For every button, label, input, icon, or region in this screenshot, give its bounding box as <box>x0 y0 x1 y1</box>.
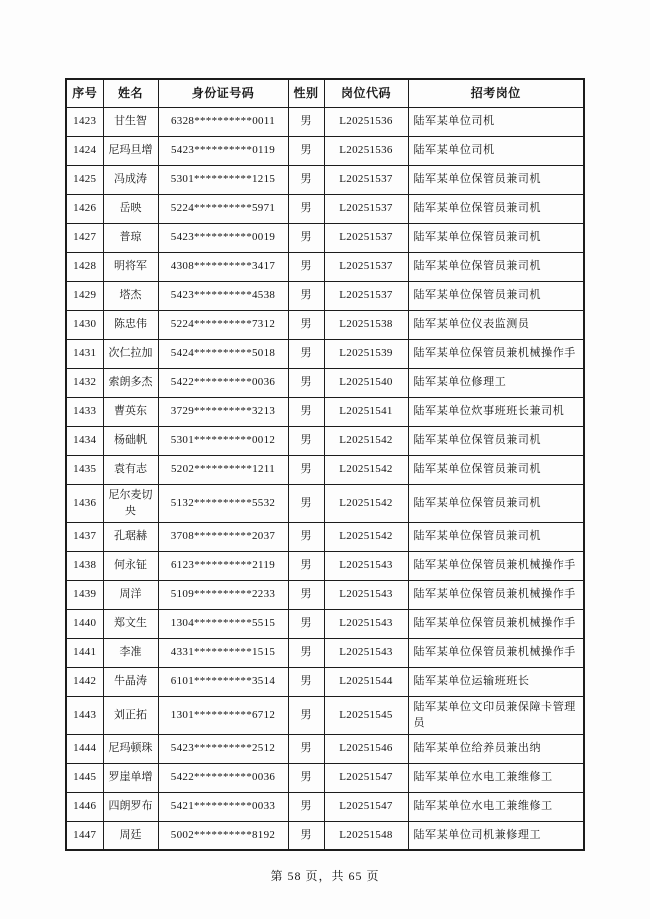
cell-job-code: L20251537 <box>324 194 408 223</box>
cell-id-number: 5422**********0036 <box>158 763 288 792</box>
column-header: 岗位代码 <box>324 79 408 107</box>
cell-job-code: L20251543 <box>324 551 408 580</box>
cell-gender: 男 <box>288 551 324 580</box>
cell-seq: 1444 <box>66 734 103 763</box>
cell-job-title: 陆军某单位保管员兼司机 <box>408 426 584 455</box>
cell-seq: 1430 <box>66 310 103 339</box>
table-row <box>66 368 584 397</box>
table-row <box>66 792 584 821</box>
cell-id-number: 3708**********2037 <box>158 522 288 551</box>
cell-gender: 男 <box>288 522 324 551</box>
cell-job-code: L20251542 <box>324 484 408 522</box>
cell-id-number: 5224**********7312 <box>158 310 288 339</box>
cell-gender: 男 <box>288 484 324 522</box>
cell-seq: 1447 <box>66 821 103 850</box>
cell-seq: 1440 <box>66 609 103 638</box>
cell-gender: 男 <box>288 223 324 252</box>
cell-name: 甘生智 <box>103 107 158 136</box>
cell-name: 冯成涛 <box>103 165 158 194</box>
cell-job-title: 陆军某单位保管员兼司机 <box>408 522 584 551</box>
cell-name: 罗崖单增 <box>103 763 158 792</box>
cell-job-title: 陆军某单位司机 <box>408 136 584 165</box>
table-header <box>66 79 584 107</box>
table-row <box>66 821 584 850</box>
cell-seq: 1424 <box>66 136 103 165</box>
cell-id-number: 5301**********0012 <box>158 426 288 455</box>
cell-name: 尼玛顿珠 <box>103 734 158 763</box>
cell-job-title: 陆军某单位保管员兼机械操作手 <box>408 638 584 667</box>
cell-gender: 男 <box>288 734 324 763</box>
cell-seq: 1442 <box>66 667 103 696</box>
cell-job-title: 陆军某单位保管员兼机械操作手 <box>408 551 584 580</box>
cell-job-code: L20251540 <box>324 368 408 397</box>
cell-id-number: 6328**********0011 <box>158 107 288 136</box>
cell-seq: 1428 <box>66 252 103 281</box>
cell-name: 何永钲 <box>103 551 158 580</box>
cell-job-title: 陆军某单位水电工兼维修工 <box>408 763 584 792</box>
table-row <box>66 638 584 667</box>
cell-job-title: 陆军某单位保管员兼机械操作手 <box>408 609 584 638</box>
cell-gender: 男 <box>288 397 324 426</box>
cell-job-code: L20251548 <box>324 821 408 850</box>
cell-id-number: 5423**********0019 <box>158 223 288 252</box>
cell-name: 陈忠伟 <box>103 310 158 339</box>
cell-gender: 男 <box>288 821 324 850</box>
cell-job-code: L20251542 <box>324 522 408 551</box>
cell-job-title: 陆军某单位保管员兼司机 <box>408 252 584 281</box>
cell-name: 索朗多杰 <box>103 368 158 397</box>
cell-job-code: L20251537 <box>324 252 408 281</box>
cell-seq: 1435 <box>66 455 103 484</box>
cell-job-code: L20251537 <box>324 281 408 310</box>
cell-name: 四朗罗布 <box>103 792 158 821</box>
header-row <box>66 79 584 107</box>
cell-gender: 男 <box>288 194 324 223</box>
cell-job-title: 陆军某单位保管员兼司机 <box>408 455 584 484</box>
cell-job-title: 陆军某单位给养员兼出纳 <box>408 734 584 763</box>
roster-table <box>65 78 585 851</box>
cell-gender: 男 <box>288 252 324 281</box>
cell-seq: 1425 <box>66 165 103 194</box>
cell-seq: 1426 <box>66 194 103 223</box>
cell-name: 明将军 <box>103 252 158 281</box>
cell-id-number: 6123**********2119 <box>158 551 288 580</box>
cell-gender: 男 <box>288 310 324 339</box>
table-row <box>66 609 584 638</box>
cell-job-title: 陆军某单位炊事班班长兼司机 <box>408 397 584 426</box>
table-row <box>66 223 584 252</box>
page-number-footer: 第 58 页，共 65 页 <box>270 869 380 883</box>
cell-id-number: 5423**********0119 <box>158 136 288 165</box>
cell-name: 岳映 <box>103 194 158 223</box>
cell-id-number: 6101**********3514 <box>158 667 288 696</box>
cell-name: 周洋 <box>103 580 158 609</box>
cell-id-number: 4308**********3417 <box>158 252 288 281</box>
cell-gender: 男 <box>288 638 324 667</box>
cell-gender: 男 <box>288 580 324 609</box>
cell-name: 尼尔麦切央 <box>103 484 158 522</box>
cell-name: 次仁拉加 <box>103 339 158 368</box>
cell-seq: 1439 <box>66 580 103 609</box>
cell-name: 曹英东 <box>103 397 158 426</box>
cell-id-number: 1304**********5515 <box>158 609 288 638</box>
cell-job-code: L20251536 <box>324 136 408 165</box>
cell-id-number: 4331**********1515 <box>158 638 288 667</box>
cell-job-code: L20251544 <box>324 667 408 696</box>
cell-seq: 1445 <box>66 763 103 792</box>
cell-job-title: 陆军某单位保管员兼司机 <box>408 484 584 522</box>
cell-name: 普琼 <box>103 223 158 252</box>
cell-id-number: 1301**********6712 <box>158 696 288 734</box>
cell-gender: 男 <box>288 792 324 821</box>
table-row <box>66 734 584 763</box>
cell-id-number: 5132**********5532 <box>158 484 288 522</box>
table-row <box>66 339 584 368</box>
cell-name: 李准 <box>103 638 158 667</box>
cell-job-title: 陆军某单位保管员兼司机 <box>408 165 584 194</box>
table-row <box>66 310 584 339</box>
cell-job-title: 陆军某单位保管员兼司机 <box>408 281 584 310</box>
cell-id-number: 5422**********0036 <box>158 368 288 397</box>
cell-name: 塔杰 <box>103 281 158 310</box>
cell-id-number: 5423**********4538 <box>158 281 288 310</box>
cell-id-number: 5421**********0033 <box>158 792 288 821</box>
table-row <box>66 580 584 609</box>
table-row <box>66 252 584 281</box>
table-row <box>66 763 584 792</box>
cell-gender: 男 <box>288 667 324 696</box>
cell-job-code: L20251542 <box>324 426 408 455</box>
cell-name: 周廷 <box>103 821 158 850</box>
cell-job-title: 陆军某单位水电工兼维修工 <box>408 792 584 821</box>
cell-job-code: L20251547 <box>324 792 408 821</box>
column-header: 姓名 <box>103 79 158 107</box>
cell-id-number: 5423**********2512 <box>158 734 288 763</box>
cell-job-title: 陆军某单位仪表监测员 <box>408 310 584 339</box>
cell-seq: 1443 <box>66 696 103 734</box>
cell-seq: 1441 <box>66 638 103 667</box>
cell-seq: 1436 <box>66 484 103 522</box>
cell-job-code: L20251545 <box>324 696 408 734</box>
cell-job-code: L20251539 <box>324 339 408 368</box>
table-row <box>66 455 584 484</box>
column-header: 序号 <box>66 79 103 107</box>
cell-seq: 1423 <box>66 107 103 136</box>
column-header: 身份证号码 <box>158 79 288 107</box>
cell-job-code: L20251542 <box>324 455 408 484</box>
cell-name: 牛晶涛 <box>103 667 158 696</box>
cell-gender: 男 <box>288 426 324 455</box>
cell-gender: 男 <box>288 763 324 792</box>
cell-gender: 男 <box>288 609 324 638</box>
column-header: 招考岗位 <box>408 79 584 107</box>
cell-seq: 1432 <box>66 368 103 397</box>
cell-gender: 男 <box>288 165 324 194</box>
cell-name: 孔琚赫 <box>103 522 158 551</box>
table-row <box>66 696 584 734</box>
cell-seq: 1437 <box>66 522 103 551</box>
cell-job-title: 陆军某单位保管员兼司机 <box>408 223 584 252</box>
cell-id-number: 5002**********8192 <box>158 821 288 850</box>
cell-gender: 男 <box>288 696 324 734</box>
cell-job-code: L20251537 <box>324 165 408 194</box>
cell-id-number: 5424**********5018 <box>158 339 288 368</box>
table-row <box>66 397 584 426</box>
table-row <box>66 522 584 551</box>
cell-gender: 男 <box>288 368 324 397</box>
cell-job-title: 陆军某单位修理工 <box>408 368 584 397</box>
cell-seq: 1431 <box>66 339 103 368</box>
cell-job-title: 陆军某单位文印员兼保障卡管理员 <box>408 696 584 734</box>
cell-job-title: 陆军某单位司机 <box>408 107 584 136</box>
cell-job-code: L20251546 <box>324 734 408 763</box>
cell-seq: 1427 <box>66 223 103 252</box>
cell-gender: 男 <box>288 339 324 368</box>
cell-name: 刘正拓 <box>103 696 158 734</box>
table-row <box>66 484 584 522</box>
cell-id-number: 5224**********5971 <box>158 194 288 223</box>
cell-gender: 男 <box>288 281 324 310</box>
cell-seq: 1429 <box>66 281 103 310</box>
cell-gender: 男 <box>288 136 324 165</box>
table-row <box>66 107 584 136</box>
table-row <box>66 136 584 165</box>
column-header: 性别 <box>288 79 324 107</box>
cell-job-code: L20251543 <box>324 638 408 667</box>
cell-job-title: 陆军某单位保管员兼司机 <box>408 194 584 223</box>
cell-job-title: 陆军某单位保管员兼机械操作手 <box>408 580 584 609</box>
table-row <box>66 426 584 455</box>
cell-job-code: L20251536 <box>324 107 408 136</box>
cell-gender: 男 <box>288 107 324 136</box>
cell-gender: 男 <box>288 455 324 484</box>
table-row <box>66 165 584 194</box>
cell-seq: 1433 <box>66 397 103 426</box>
cell-id-number: 5202**********1211 <box>158 455 288 484</box>
cell-name: 杨础帆 <box>103 426 158 455</box>
cell-job-code: L20251543 <box>324 580 408 609</box>
table-row <box>66 281 584 310</box>
cell-job-code: L20251547 <box>324 763 408 792</box>
cell-job-title: 陆军某单位保管员兼机械操作手 <box>408 339 584 368</box>
cell-name: 尼玛旦增 <box>103 136 158 165</box>
cell-id-number: 5109**********2233 <box>158 580 288 609</box>
cell-job-code: L20251543 <box>324 609 408 638</box>
cell-name: 袁有志 <box>103 455 158 484</box>
cell-seq: 1434 <box>66 426 103 455</box>
table-row <box>66 551 584 580</box>
cell-name: 郑文生 <box>103 609 158 638</box>
table-row <box>66 667 584 696</box>
cell-seq: 1446 <box>66 792 103 821</box>
table-body <box>66 107 584 850</box>
cell-job-code: L20251537 <box>324 223 408 252</box>
cell-job-title: 陆军某单位运输班班长 <box>408 667 584 696</box>
cell-id-number: 3729**********3213 <box>158 397 288 426</box>
table-row <box>66 194 584 223</box>
cell-job-title: 陆军某单位司机兼修理工 <box>408 821 584 850</box>
cell-job-code: L20251541 <box>324 397 408 426</box>
cell-seq: 1438 <box>66 551 103 580</box>
cell-job-code: L20251538 <box>324 310 408 339</box>
cell-id-number: 5301**********1215 <box>158 165 288 194</box>
